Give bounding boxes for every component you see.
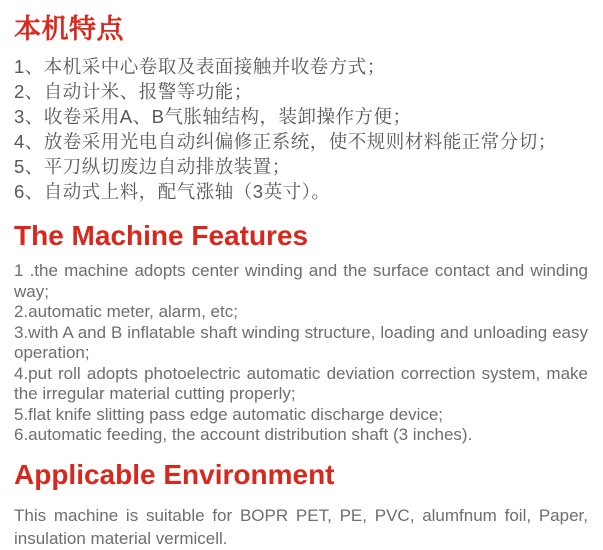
- section-title-applicable-environment: Applicable Environment: [14, 458, 335, 490]
- cn-feature-item: 1、本机采中心卷取及表面接触并收卷方式；: [14, 56, 386, 77]
- section-title-machine-features: The Machine Features: [14, 220, 309, 251]
- en-feature-item: 5.flat knife slitting pass edge automatic discharge device;: [14, 404, 444, 424]
- en-feature-item: 1 .the machine adopts center winding and the surface contact and winding way;: [14, 261, 588, 301]
- cn-feature-item: 3、收卷采用A、B气胀轴结构，装卸操作方便；: [14, 106, 412, 127]
- en-feature-item: 3.with A and B inflatable shaft winding structure, loading and unloading easy operation;: [14, 322, 588, 362]
- cn-feature-list: [14, 54, 588, 204]
- environment-description: This machine is suitable for BOPR PET, PE, PVC, alumfnum foil, Paper, insulation material vermicell.: [14, 505, 588, 548]
- en-feature-item: 2.automatic meter, alarm, etc;: [14, 302, 238, 321]
- en-feature-item: 4.put roll adopts photoelectric automatic deviation correction system, make the irregular material cutting properly;: [14, 363, 588, 403]
- en-feature-item: 6.automatic feeding, the account distribution shaft (3 inches).: [14, 425, 473, 444]
- cn-feature-item: 2、自动计米、报警等功能；: [14, 81, 253, 102]
- cn-feature-item: 5、平刀纵切废边自动排放装置；: [14, 156, 291, 177]
- en-feature-list: [14, 261, 588, 446]
- cn-feature-item: 4、放卷采用光电自动纠偏修正系统，使不规则材料能正常分切；: [14, 131, 557, 152]
- section-title-cn-features: 本机特点: [14, 14, 124, 44]
- cn-feature-item: 6、自动式上料，配气涨轴（3英寸）。: [14, 181, 331, 202]
